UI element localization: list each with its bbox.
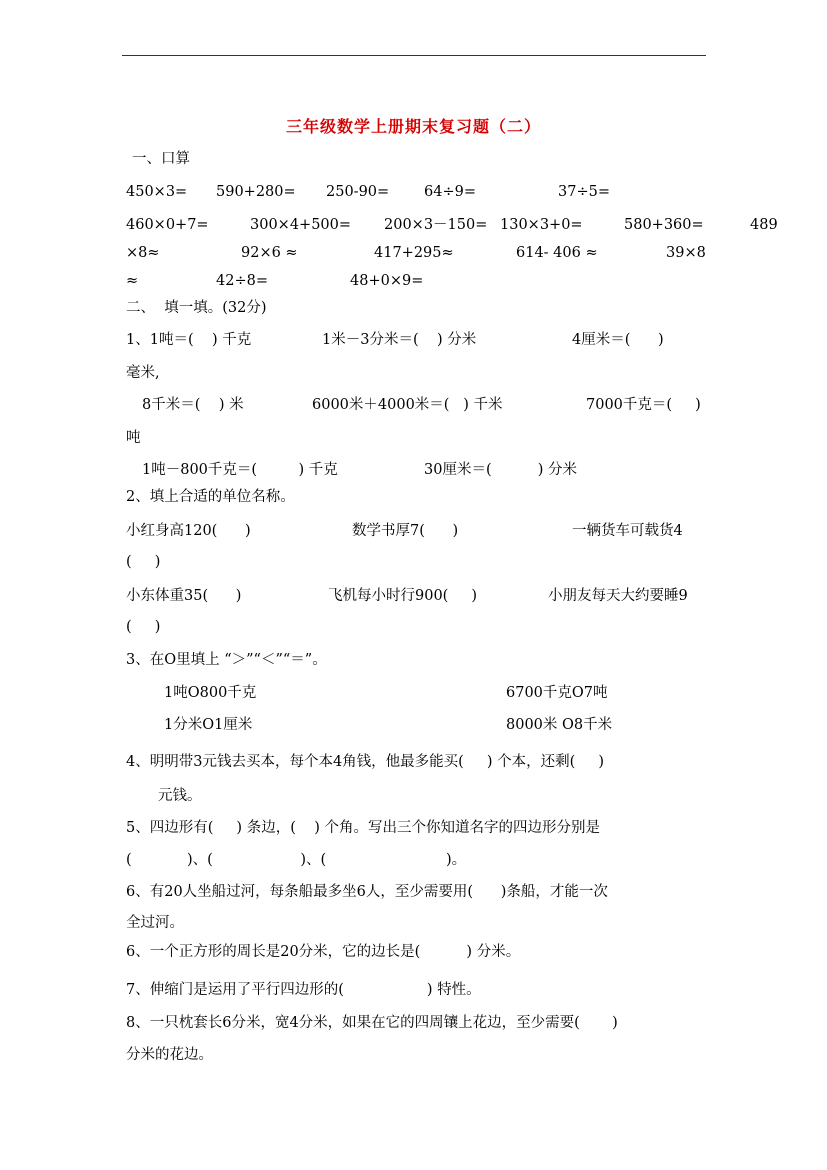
question-text: 7000千克＝( ) [586,397,701,413]
question-text: ( ) [126,554,161,570]
arith-item: 200×3－150= [384,217,488,233]
question-text: 6000米＋4000米＝( ) 千米 [312,397,503,413]
question-title: 3、在O里填上 “＞”“＜”“＝”。 [126,652,327,668]
question-text: ( )、( )、( )。 [126,852,467,868]
arith-item: 450×3= [126,184,188,200]
question-text: 吨 [126,430,141,446]
question-text: 4、明明带3元钱去买本，每个本4角钱，他最多能买( ) 个本，还剩( ) [126,754,605,770]
question-text: 4厘米＝( ) [572,332,664,348]
question-text: 1吨－800千克＝( ) 千克 [142,462,338,478]
arith-item: 417+295≈ [374,245,454,261]
question-text: 8、一只枕套长6分米，宽4分米，如果在它的四周镶上花边，至少需要( ) [126,1015,618,1031]
question-text: 分米的花边。 [126,1047,213,1063]
question-text: 小红身高120( ) [126,523,251,539]
section-heading: 一、口算 [132,151,190,167]
question-text: 元钱。 [158,788,202,804]
question-text: 1分米O1厘米 [164,717,253,733]
question-text: 7、伸缩门是运用了平行四边形的( ) 特性。 [126,982,481,998]
question-text: ( ) [126,619,161,635]
question-text: 1、1吨＝( ) 千克 [126,332,252,348]
question-text: 30厘米＝( ) 分米 [424,462,577,478]
question-text: 6、有20人坐船过河，每条船最多坐6人，至少需要用( )条船，才能一次 [126,884,608,900]
question-title: 2、填上合适的单位名称。 [126,489,295,505]
arith-item: ≈ [126,273,139,289]
section-heading: 二、 填一填。(32分) [126,300,267,316]
question-text: 毫米, [126,365,160,381]
arith-item: 590+280= [216,184,296,200]
question-text: 飞机每小时行900( ) [328,588,478,604]
question-text: 一辆货车可载货4 [572,523,683,539]
question-text: 1吨O800千克 [164,685,257,701]
arith-item: 130×3+0= [500,217,583,233]
question-text: 全过河。 [126,915,184,931]
arith-item: ×8≈ [126,245,160,261]
header-rule [122,55,706,56]
arith-item: 64÷9= [424,184,476,200]
arith-item: 37÷5= [558,184,610,200]
question-text: 8千米＝( ) 米 [142,397,244,413]
question-text: 小朋友每天大约要睡9 [548,588,688,604]
arith-item: 92×6 ≈ [241,245,298,261]
question-text: 数学书厚7( ) [352,523,459,539]
arith-item: 48+0×9= [350,273,424,289]
page-title: 三年级数学上册期末复习题（二） [285,117,541,136]
arith-item: 460×0+7= [126,217,209,233]
question-text: 6700千克O7吨 [506,685,608,701]
question-text: 1米－3分米＝( ) 分米 [322,332,477,348]
question-text: 5、四边形有( ) 条边，( ) 个角。写出三个你知道名字的四边形分别是 [126,820,601,836]
arith-item: 489 [750,217,778,233]
arith-item: 300×4+500= [250,217,352,233]
arith-item: 42÷8= [216,273,268,289]
arith-item: 580+360= [624,217,704,233]
question-text: 6、一个正方形的周长是20分米，它的边长是( ) 分米。 [126,944,521,960]
arith-item: 614- 406 ≈ [516,245,598,261]
question-text: 小东体重35( ) [126,588,242,604]
question-text: 8000米 O8千米 [506,717,613,733]
arith-item: 39×8 [666,245,706,261]
arith-item: 250-90= [326,184,390,200]
